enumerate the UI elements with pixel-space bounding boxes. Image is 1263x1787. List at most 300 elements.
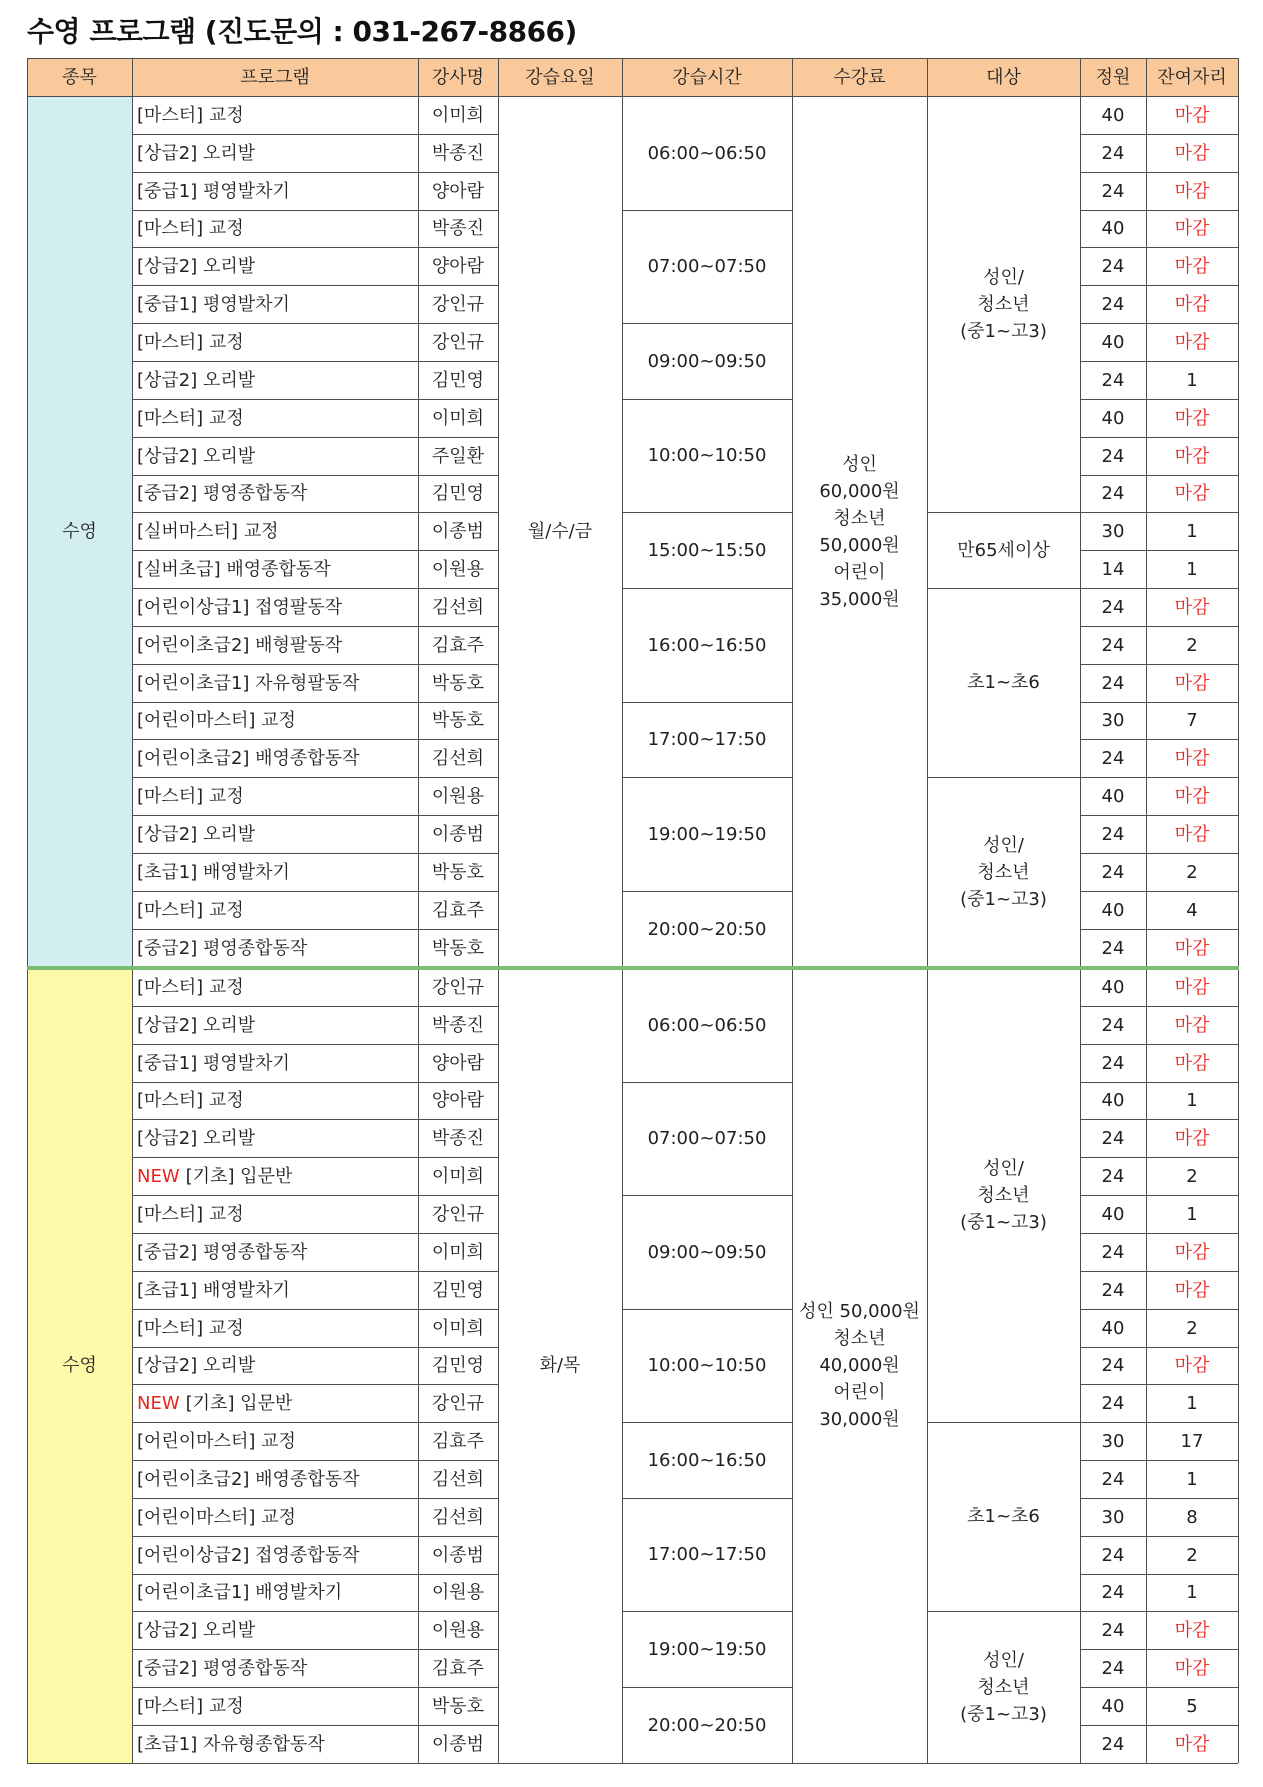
- program-cell: [132, 1119, 418, 1157]
- program-name: [실버초급] 배영종합동작: [137, 558, 331, 580]
- remaining-cell: 마감: [1174, 180, 1210, 202]
- column-divider: [132, 968, 133, 1763]
- time-divider: [622, 399, 792, 400]
- capacity-cell: 24: [1101, 483, 1125, 504]
- remaining-cell: 마감: [1174, 1657, 1210, 1679]
- capacity-cell: 40: [1101, 1695, 1125, 1717]
- target-divider: [927, 588, 1080, 589]
- program-cell: [132, 1233, 418, 1271]
- row-divider: [132, 512, 498, 513]
- remaining-cell: 17: [1180, 1430, 1204, 1452]
- column-header-days: 강습요일: [498, 58, 622, 96]
- time-cell: 06:00~06:50: [647, 142, 767, 164]
- capacity-cell: 24: [1101, 180, 1125, 202]
- capacity-cell: 24: [1101, 1165, 1125, 1187]
- row-divider: [1080, 361, 1238, 362]
- time-cell: 20:00~20:50: [647, 918, 767, 940]
- target-cell: 초1~초6: [967, 1506, 1040, 1527]
- program-name: [상급2] 오리발: [137, 1355, 256, 1376]
- capacity-cell: 24: [1101, 1355, 1125, 1376]
- days-cell: 화/목: [539, 1355, 581, 1376]
- instructor-cell: 주일환: [431, 445, 485, 467]
- row-divider: [132, 550, 498, 551]
- program-name: [마스터] 교정: [137, 331, 244, 353]
- instructor-cell: 박동호: [431, 672, 485, 694]
- program-cell: [132, 1536, 418, 1574]
- group-bottom-border: [27, 1763, 1238, 1764]
- fee-cell: 성인 60,000원 청소년 50,000원 어린이 35,000원: [819, 453, 900, 610]
- row-divider: [132, 134, 498, 135]
- column-divider: [418, 96, 419, 967]
- program-cell: [132, 777, 418, 815]
- program-cell: [132, 512, 418, 550]
- capacity-cell: 30: [1101, 1430, 1125, 1452]
- program-cell: [132, 1271, 418, 1309]
- column-divider: [132, 96, 133, 967]
- program-name: [중급2] 평영종합동작: [137, 1241, 308, 1263]
- program-name: [상급2] 오리발: [137, 445, 256, 467]
- instructor-cell: 이미희: [431, 1241, 485, 1263]
- capacity-cell: 24: [1101, 255, 1125, 277]
- program-name: [마스터] 교정: [137, 407, 244, 429]
- row-divider: [132, 1044, 498, 1045]
- row-divider: [1080, 1649, 1238, 1650]
- row-divider: [132, 1725, 498, 1726]
- row-divider: [1080, 1574, 1238, 1575]
- program-cell: [132, 702, 418, 739]
- program-name: [초급1] 자유형종합동작: [137, 1733, 325, 1755]
- time-cell: 07:00~07:50: [647, 256, 767, 277]
- program-name: [상급2] 오리발: [137, 369, 256, 391]
- row-divider: [1080, 1309, 1238, 1310]
- time-cell: 16:00~16:50: [647, 1449, 767, 1471]
- instructor-cell: 김효주: [431, 634, 485, 656]
- remaining-cell: 1: [1186, 369, 1198, 391]
- column-header-sport: 종목: [27, 58, 132, 96]
- program-name: [어린이마스터] 교정: [137, 710, 296, 731]
- row-divider: [1080, 588, 1238, 589]
- remaining-cell: 마감: [1174, 407, 1210, 429]
- row-divider: [132, 1157, 498, 1158]
- capacity-cell: 24: [1101, 823, 1125, 845]
- program-name: [마스터] 교정: [137, 1317, 244, 1339]
- column-header-target: 대상: [927, 58, 1080, 96]
- program-name: [마스터] 교정: [137, 1090, 244, 1111]
- program-name: [마스터] 교정: [137, 104, 244, 126]
- remaining-cell: 1: [1186, 558, 1198, 580]
- row-divider: [1080, 399, 1238, 400]
- row-divider: [132, 399, 498, 400]
- remaining-cell: 7: [1186, 710, 1198, 731]
- capacity-cell: 24: [1101, 596, 1125, 618]
- remaining-cell: 마감: [1174, 1127, 1210, 1149]
- row-divider: [132, 210, 498, 211]
- capacity-cell: 40: [1101, 899, 1125, 921]
- remaining-cell: 4: [1186, 899, 1198, 921]
- program-name: [마스터] 교정: [137, 1695, 244, 1717]
- instructor-cell: 김선희: [431, 747, 485, 769]
- row-divider: [132, 1006, 498, 1007]
- column-divider: [927, 58, 928, 96]
- capacity-cell: 40: [1101, 1317, 1125, 1339]
- row-divider: [1080, 739, 1238, 740]
- column-divider: [27, 58, 28, 96]
- program-name: [상급2] 오리발: [137, 1014, 256, 1036]
- program-name: [마스터] 교정: [137, 218, 244, 239]
- time-divider: [622, 512, 792, 513]
- program-cell: [132, 1574, 418, 1611]
- row-divider: [132, 172, 498, 173]
- program-cell: [132, 968, 418, 1006]
- row-divider: [1080, 1460, 1238, 1461]
- row-divider: [1080, 134, 1238, 135]
- capacity-cell: 40: [1101, 785, 1125, 807]
- instructor-cell: 김선희: [431, 1468, 485, 1490]
- time-divider: [622, 702, 792, 703]
- column-divider: [622, 58, 623, 96]
- program-cell: [132, 1309, 418, 1347]
- program-name: [기초] 입문반: [185, 1392, 293, 1414]
- program-name: [기초] 입문반: [185, 1165, 293, 1187]
- program-cell: [132, 664, 418, 702]
- row-divider: [1080, 437, 1238, 438]
- row-divider: [132, 1498, 498, 1499]
- sport-cell: 수영: [27, 96, 132, 967]
- row-divider: [1080, 664, 1238, 665]
- time-cell: 20:00~20:50: [647, 1714, 767, 1736]
- column-divider: [1080, 58, 1081, 96]
- time-divider: [622, 1687, 792, 1688]
- program-name: [어린이마스터] 교정: [137, 1506, 296, 1528]
- column-header-time: 강습시간: [622, 58, 792, 96]
- program-name: [초급1] 배영발차기: [137, 861, 290, 883]
- row-divider: [1080, 1422, 1238, 1423]
- time-cell: 10:00~10:50: [647, 445, 767, 466]
- remaining-cell: 1: [1186, 1468, 1198, 1490]
- instructor-cell: 이원용: [431, 1582, 485, 1603]
- instructor-cell: 이원용: [431, 785, 485, 807]
- program-cell: [132, 815, 418, 853]
- column-divider: [418, 58, 419, 96]
- program-cell: [132, 891, 418, 929]
- remaining-cell: 2: [1186, 861, 1198, 883]
- column-divider: [1146, 58, 1147, 96]
- remaining-cell: 마감: [1174, 1355, 1210, 1376]
- capacity-cell: 24: [1101, 1657, 1125, 1679]
- row-divider: [132, 929, 498, 930]
- instructor-cell: 김민영: [431, 369, 485, 391]
- row-divider: [132, 1687, 498, 1688]
- row-divider: [1080, 853, 1238, 854]
- remaining-cell: 마감: [1174, 445, 1210, 467]
- program-cell: [132, 1195, 418, 1233]
- remaining-cell: 마감: [1174, 747, 1210, 769]
- program-cell: [132, 1460, 418, 1498]
- program-name: [상급2] 오리발: [137, 142, 256, 164]
- remaining-cell: 마감: [1174, 218, 1210, 239]
- program-name: [상급2] 오리발: [137, 1619, 256, 1641]
- target-cell: 성인/ 청소년 (중1~고3): [960, 266, 1047, 342]
- capacity-cell: 24: [1101, 1279, 1125, 1301]
- target-cell: 성인/ 청소년 (중1~고3): [960, 1649, 1047, 1725]
- remaining-cell: 2: [1186, 1165, 1198, 1187]
- target-divider: [927, 1422, 1080, 1423]
- instructor-cell: 박종진: [431, 1014, 485, 1036]
- new-badge: NEW: [137, 1392, 180, 1414]
- row-divider: [1080, 1006, 1238, 1007]
- remaining-cell: 마감: [1174, 976, 1210, 998]
- time-cell: 07:00~07:50: [647, 1128, 767, 1149]
- row-divider: [132, 1082, 498, 1083]
- program-name: [초급1] 배영발차기: [137, 1279, 290, 1301]
- program-name: [중급1] 평영발차기: [137, 293, 290, 315]
- row-divider: [132, 1536, 498, 1537]
- program-cell: [132, 285, 418, 323]
- row-divider: [132, 1233, 498, 1234]
- capacity-cell: 24: [1101, 369, 1125, 391]
- row-divider: [132, 1649, 498, 1650]
- remaining-cell: 2: [1186, 1544, 1198, 1566]
- row-divider: [1080, 247, 1238, 248]
- time-divider: [622, 1498, 792, 1499]
- capacity-cell: 24: [1101, 445, 1125, 467]
- row-divider: [132, 361, 498, 362]
- time-cell: 09:00~09:50: [647, 350, 767, 372]
- remaining-cell: 마감: [1174, 331, 1210, 353]
- instructor-cell: 박동호: [431, 710, 485, 731]
- time-divider: [622, 1309, 792, 1310]
- instructor-cell: 이원용: [431, 1619, 485, 1641]
- column-divider: [1238, 968, 1239, 1763]
- remaining-cell: 마감: [1174, 1733, 1210, 1755]
- row-divider: [1080, 1347, 1238, 1348]
- capacity-cell: 24: [1101, 1014, 1125, 1036]
- time-cell: 16:00~16:50: [647, 634, 767, 656]
- capacity-cell: 40: [1101, 976, 1125, 998]
- remaining-cell: 마감: [1174, 483, 1210, 504]
- instructor-cell: 이원용: [431, 558, 485, 580]
- row-divider: [1080, 1725, 1238, 1726]
- program-name: [실버마스터] 교정: [137, 520, 279, 542]
- remaining-cell: 1: [1186, 1582, 1198, 1603]
- column-divider: [1238, 96, 1239, 967]
- program-cell: [132, 323, 418, 361]
- instructor-cell: 이종범: [431, 823, 485, 845]
- time-cell: 06:00~06:50: [647, 1014, 767, 1036]
- row-divider: [1080, 512, 1238, 513]
- header-top-border: [27, 58, 1238, 59]
- time-cell: 17:00~17:50: [647, 729, 767, 750]
- capacity-cell: 24: [1101, 672, 1125, 694]
- program-name: [마스터] 교정: [137, 976, 244, 998]
- capacity-cell: 24: [1101, 1544, 1125, 1566]
- instructor-cell: 강인규: [431, 976, 485, 998]
- time-divider: [622, 1195, 792, 1196]
- capacity-cell: 40: [1101, 331, 1125, 353]
- remaining-cell: 2: [1186, 634, 1198, 656]
- row-divider: [1080, 815, 1238, 816]
- program-name: [중급2] 평영종합동작: [137, 483, 308, 504]
- row-divider: [1080, 702, 1238, 703]
- group-top-border: [27, 96, 1238, 97]
- remaining-cell: 8: [1186, 1506, 1198, 1528]
- instructor-cell: 박동호: [431, 861, 485, 883]
- time-cell: 10:00~10:50: [647, 1355, 767, 1376]
- remaining-cell: 마감: [1174, 1241, 1210, 1263]
- remaining-cell: 마감: [1174, 104, 1210, 126]
- capacity-cell: 30: [1101, 710, 1125, 731]
- program-cell: [132, 172, 418, 210]
- remaining-cell: 1: [1186, 1392, 1198, 1414]
- row-divider: [132, 475, 498, 476]
- instructor-cell: 양아람: [431, 255, 485, 277]
- capacity-cell: 14: [1101, 558, 1125, 580]
- row-divider: [1080, 475, 1238, 476]
- row-divider: [132, 853, 498, 854]
- program-cell: [132, 1157, 418, 1195]
- program-cell: [132, 929, 418, 967]
- instructor-cell: 박종진: [431, 1127, 485, 1149]
- time-divider: [622, 1082, 792, 1083]
- program-cell: [132, 210, 418, 247]
- program-name: [중급1] 평영발차기: [137, 180, 290, 202]
- column-divider: [792, 96, 793, 967]
- remaining-cell: 마감: [1174, 596, 1210, 618]
- column-divider: [132, 58, 133, 96]
- instructor-cell: 강인규: [431, 293, 485, 315]
- program-cell: [132, 1384, 418, 1422]
- time-divider: [622, 323, 792, 324]
- row-divider: [1080, 1687, 1238, 1688]
- row-divider: [132, 815, 498, 816]
- row-divider: [132, 702, 498, 703]
- program-cell: [132, 361, 418, 399]
- remaining-cell: 마감: [1174, 672, 1210, 694]
- row-divider: [1080, 1044, 1238, 1045]
- column-header-instructor: 강사명: [418, 58, 498, 96]
- program-cell: [132, 626, 418, 664]
- row-divider: [132, 1611, 498, 1612]
- instructor-cell: 강인규: [431, 1203, 485, 1225]
- instructor-cell: 김선희: [431, 596, 485, 618]
- row-divider: [132, 1460, 498, 1461]
- row-divider: [1080, 323, 1238, 324]
- program-name: [어린이초급1] 배영발차기: [137, 1582, 343, 1603]
- column-divider: [927, 968, 928, 1763]
- program-name: [어린이상급2] 접영종합동작: [137, 1544, 360, 1566]
- page-title: 수영 프로그램 (진도문의 : 031-267-8866): [27, 15, 577, 48]
- new-badge: NEW: [137, 1165, 180, 1187]
- row-divider: [1080, 285, 1238, 286]
- instructor-cell: 박종진: [431, 142, 485, 164]
- program-name: [중급2] 평영종합동작: [137, 1657, 308, 1679]
- program-cell: [132, 96, 418, 134]
- capacity-cell: 24: [1101, 1733, 1125, 1755]
- program-cell: [132, 1006, 418, 1044]
- program-name: [마스터] 교정: [137, 899, 244, 921]
- target-divider: [927, 1611, 1080, 1612]
- program-cell: [132, 1498, 418, 1536]
- column-header-fee: 수강료: [792, 58, 927, 96]
- time-divider: [622, 891, 792, 892]
- time-cell: 15:00~15:50: [647, 539, 767, 561]
- row-divider: [132, 664, 498, 665]
- capacity-cell: 24: [1101, 634, 1125, 656]
- program-cell: [132, 588, 418, 626]
- column-divider: [498, 58, 499, 96]
- row-divider: [1080, 1536, 1238, 1537]
- program-name: [어린이상급1] 접영팔동작: [137, 596, 343, 618]
- remaining-cell: 1: [1186, 1203, 1198, 1225]
- capacity-cell: 24: [1101, 747, 1125, 769]
- instructor-cell: 김효주: [431, 1430, 485, 1452]
- instructor-cell: 양아람: [431, 1052, 485, 1074]
- row-divider: [132, 323, 498, 324]
- program-name: [어린이초급2] 배영종합동작: [137, 1468, 360, 1490]
- program-name: [상급2] 오리발: [137, 823, 256, 845]
- remaining-cell: 마감: [1174, 255, 1210, 277]
- instructor-cell: 김민영: [431, 483, 485, 504]
- column-header-program: 프로그램: [132, 58, 418, 96]
- remaining-cell: 마감: [1174, 823, 1210, 845]
- fee-cell: 성인 50,000원 청소년 40,000원 어린이 30,000원: [799, 1301, 920, 1430]
- program-name: [어린이마스터] 교정: [137, 1430, 296, 1452]
- instructor-cell: 이미희: [431, 407, 485, 429]
- row-divider: [1080, 1233, 1238, 1234]
- remaining-cell: 마감: [1174, 1052, 1210, 1074]
- remaining-cell: 마감: [1174, 1014, 1210, 1036]
- target-cell: 성인/ 청소년 (중1~고3): [960, 834, 1047, 910]
- target-cell: 만65세이상: [957, 539, 1050, 561]
- capacity-cell: 24: [1101, 1468, 1125, 1490]
- remaining-cell: 1: [1186, 520, 1198, 542]
- program-cell: [132, 134, 418, 172]
- time-divider: [622, 210, 792, 211]
- capacity-cell: 24: [1101, 861, 1125, 883]
- program-cell: [132, 739, 418, 777]
- column-divider: [1080, 968, 1081, 1763]
- program-name: [어린이초급2] 배영종합동작: [137, 747, 360, 769]
- row-divider: [1080, 1611, 1238, 1612]
- program-name: [상급2] 오리발: [137, 255, 256, 277]
- program-cell: [132, 1347, 418, 1384]
- program-name: [중급2] 평영종합동작: [137, 937, 308, 959]
- remaining-cell: 2: [1186, 1317, 1198, 1339]
- row-divider: [132, 777, 498, 778]
- column-divider: [418, 968, 419, 1763]
- program-cell: [132, 1611, 418, 1649]
- days-cell: 월/수/금: [527, 521, 593, 542]
- instructor-cell: 강인규: [431, 331, 485, 353]
- instructor-cell: 이미희: [431, 1317, 485, 1339]
- column-divider: [27, 968, 28, 1763]
- remaining-cell: 마감: [1174, 785, 1210, 807]
- group-divider: [27, 966, 1239, 970]
- instructor-cell: 양아람: [431, 180, 485, 202]
- instructor-cell: 김효주: [431, 1657, 485, 1679]
- instructor-cell: 박동호: [431, 1695, 485, 1717]
- remaining-cell: 마감: [1174, 142, 1210, 164]
- row-divider: [1080, 172, 1238, 173]
- instructor-cell: 박동호: [431, 937, 485, 959]
- row-divider: [132, 739, 498, 740]
- time-cell: 19:00~19:50: [647, 1638, 767, 1660]
- program-cell: [132, 1082, 418, 1119]
- program-cell: [132, 853, 418, 891]
- capacity-cell: 24: [1101, 1392, 1125, 1414]
- program-cell: [132, 247, 418, 285]
- row-divider: [1080, 777, 1238, 778]
